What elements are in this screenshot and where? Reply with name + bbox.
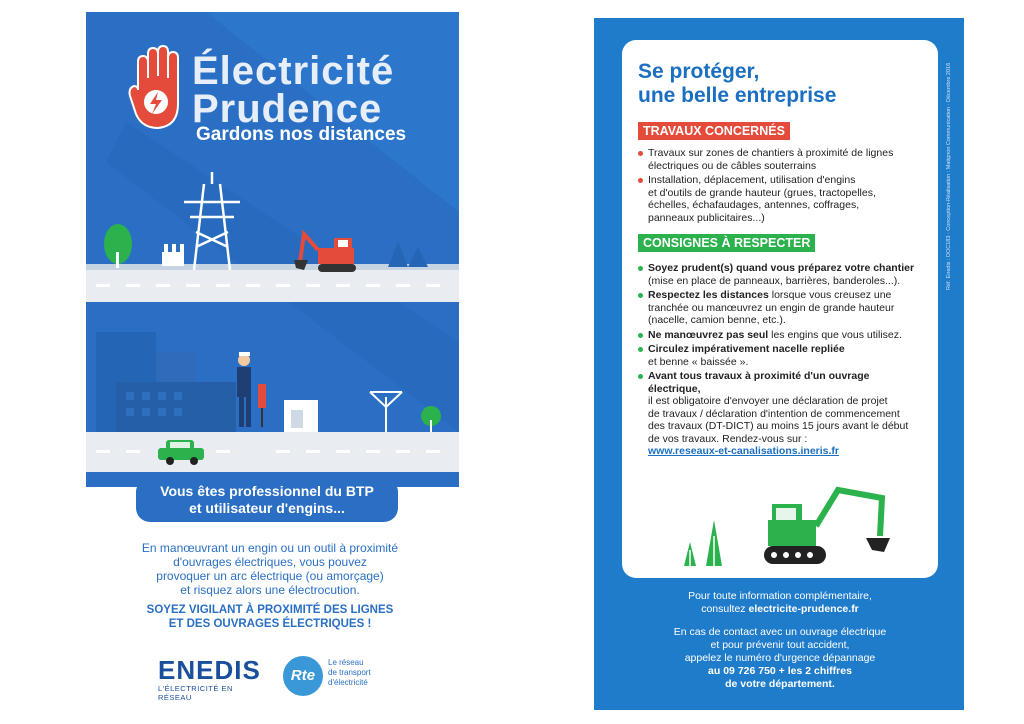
info-line: Pour toute information complémentaire, <box>688 590 872 602</box>
poster-title-line1: Électricité <box>192 49 395 93</box>
intro-line: provoquer un arc électrique (ou amorçage) <box>156 569 384 583</box>
list-line: lorsque vous creusez une <box>768 289 892 301</box>
emergency-block <box>622 626 938 691</box>
list-item <box>638 329 918 342</box>
right-title-line: une belle entreprise <box>638 84 837 107</box>
list-item <box>638 147 918 172</box>
right-title <box>638 60 836 108</box>
list-item <box>638 262 918 287</box>
professional-bubble <box>136 478 398 522</box>
right-title-line: Se protéger, <box>638 60 760 83</box>
ineris-link[interactable]: www.reseaux-et-canalisations.ineris.fr <box>648 445 840 457</box>
bubble-line: et utilisateur d'engins... <box>189 500 345 516</box>
works-concerned-tag: TRAVAUX CONCERNÉS <box>638 122 790 140</box>
prudence-site-link[interactable]: electricite-prudence.fr <box>748 603 859 615</box>
rte-line: Le réseau <box>328 658 364 667</box>
rte-line: d'électricité <box>328 678 368 687</box>
list-item <box>638 289 918 327</box>
warning-line: SOYEZ VIGILANT À PROXIMITÉ DES LIGNES <box>146 604 394 616</box>
works-list <box>638 147 918 226</box>
list-line: (mise en place de panneaux, barrières, banderoles...). <box>648 274 901 287</box>
bold-text: Circulez impérativement nacelle repliée <box>648 343 845 355</box>
intro-text <box>120 541 420 597</box>
list-line: et d'outils de grande hauteur (grues, tractopelles, <box>648 186 876 199</box>
list-line: panneaux publicitaires...) <box>648 211 765 224</box>
instructions-list <box>638 262 918 460</box>
emergency-phone: au 09 726 750 + les 2 chiffres <box>708 665 852 677</box>
list-item <box>638 174 918 224</box>
list-line: échelles, échafaudages, antennes, coffrages, <box>648 199 860 211</box>
bold-text: Respectez les distances <box>648 289 769 301</box>
rte-logo: Rte <box>283 656 323 696</box>
info-prefix: consultez <box>701 603 749 615</box>
excavator-green-icon <box>668 486 898 572</box>
poster-subtitle: Gardons nos distances <box>196 124 407 145</box>
intro-line: En manœuvrant un engin ou un outil à proximité <box>141 541 399 555</box>
intro-line: et risquez alors une électrocution. <box>180 583 360 597</box>
stop-hand-logo-icon <box>128 44 186 132</box>
info-line: appelez le numéro d'urgence dépannage <box>684 652 876 664</box>
list-line: de travaux / déclaration d'intention de commencement <box>648 407 900 420</box>
warning-text <box>120 603 420 631</box>
worker-icon <box>237 352 266 427</box>
rte-tagline <box>328 658 398 688</box>
bold-text: Avant tous travaux à proximité d'un ouvrage électrique, <box>648 370 870 395</box>
list-line: il est obligatoire d'envoyer une déclaration de projet <box>648 395 888 407</box>
enedis-wordmark: ENEDIS <box>158 655 261 685</box>
enedis-tagline: L'ÉLECTRICITÉ EN RÉSEAU <box>158 684 233 702</box>
rte-line: de transport <box>328 668 371 677</box>
list-line: des travaux (DT-DICT) au moins 15 jours avant le début <box>648 420 909 432</box>
poster-title-line2: Prudence <box>192 87 383 131</box>
bold-text: Ne manœuvrez pas seul <box>648 328 769 341</box>
reference-vertical <box>946 40 960 290</box>
info-line: et pour prévenir tout accident, <box>710 639 850 651</box>
list-line: électriques ou de câbles souterrains <box>648 159 817 172</box>
list-line: (nacelle, camion benne, etc.). <box>648 314 786 326</box>
list-line: et benne « baissée ». <box>648 355 749 368</box>
list-line: de vos travaux. Rendez-vous sur : <box>648 432 808 445</box>
list-line: les engins que vous utilisez. <box>768 328 902 341</box>
warning-line: ET DES OUVRAGES ÉLECTRIQUES ! <box>168 618 372 630</box>
list-line: Installation, déplacement, utilisation d'engins <box>648 174 856 186</box>
reference-text: Réf. Enedis : DOC183 · Conception-Réalisation : Matignon Communication · Décembre 2016 <box>946 62 952 290</box>
list-item <box>638 370 918 458</box>
excavator-red-icon <box>294 234 356 272</box>
instructions-tag: CONSIGNES À RESPECTER <box>638 234 815 252</box>
list-item <box>638 343 918 368</box>
info-line: En cas de contact avec un ouvrage électrique <box>673 626 887 638</box>
intro-line: d'ouvrages électriques, vous pouvez <box>173 555 367 569</box>
list-line: Travaux sur zones de chantiers à proximité de lignes <box>648 147 894 159</box>
info-line: de votre département. <box>725 678 835 690</box>
enedis-logo <box>158 656 262 700</box>
info-block <box>622 590 938 616</box>
bubble-line: Vous êtes professionnel du BTP <box>160 483 374 499</box>
bold-text: Soyez prudent(s) quand vous préparez votre chantier <box>648 262 915 274</box>
list-line: tranchée ou manœuvrez un engin de grande hauteur <box>648 301 895 314</box>
